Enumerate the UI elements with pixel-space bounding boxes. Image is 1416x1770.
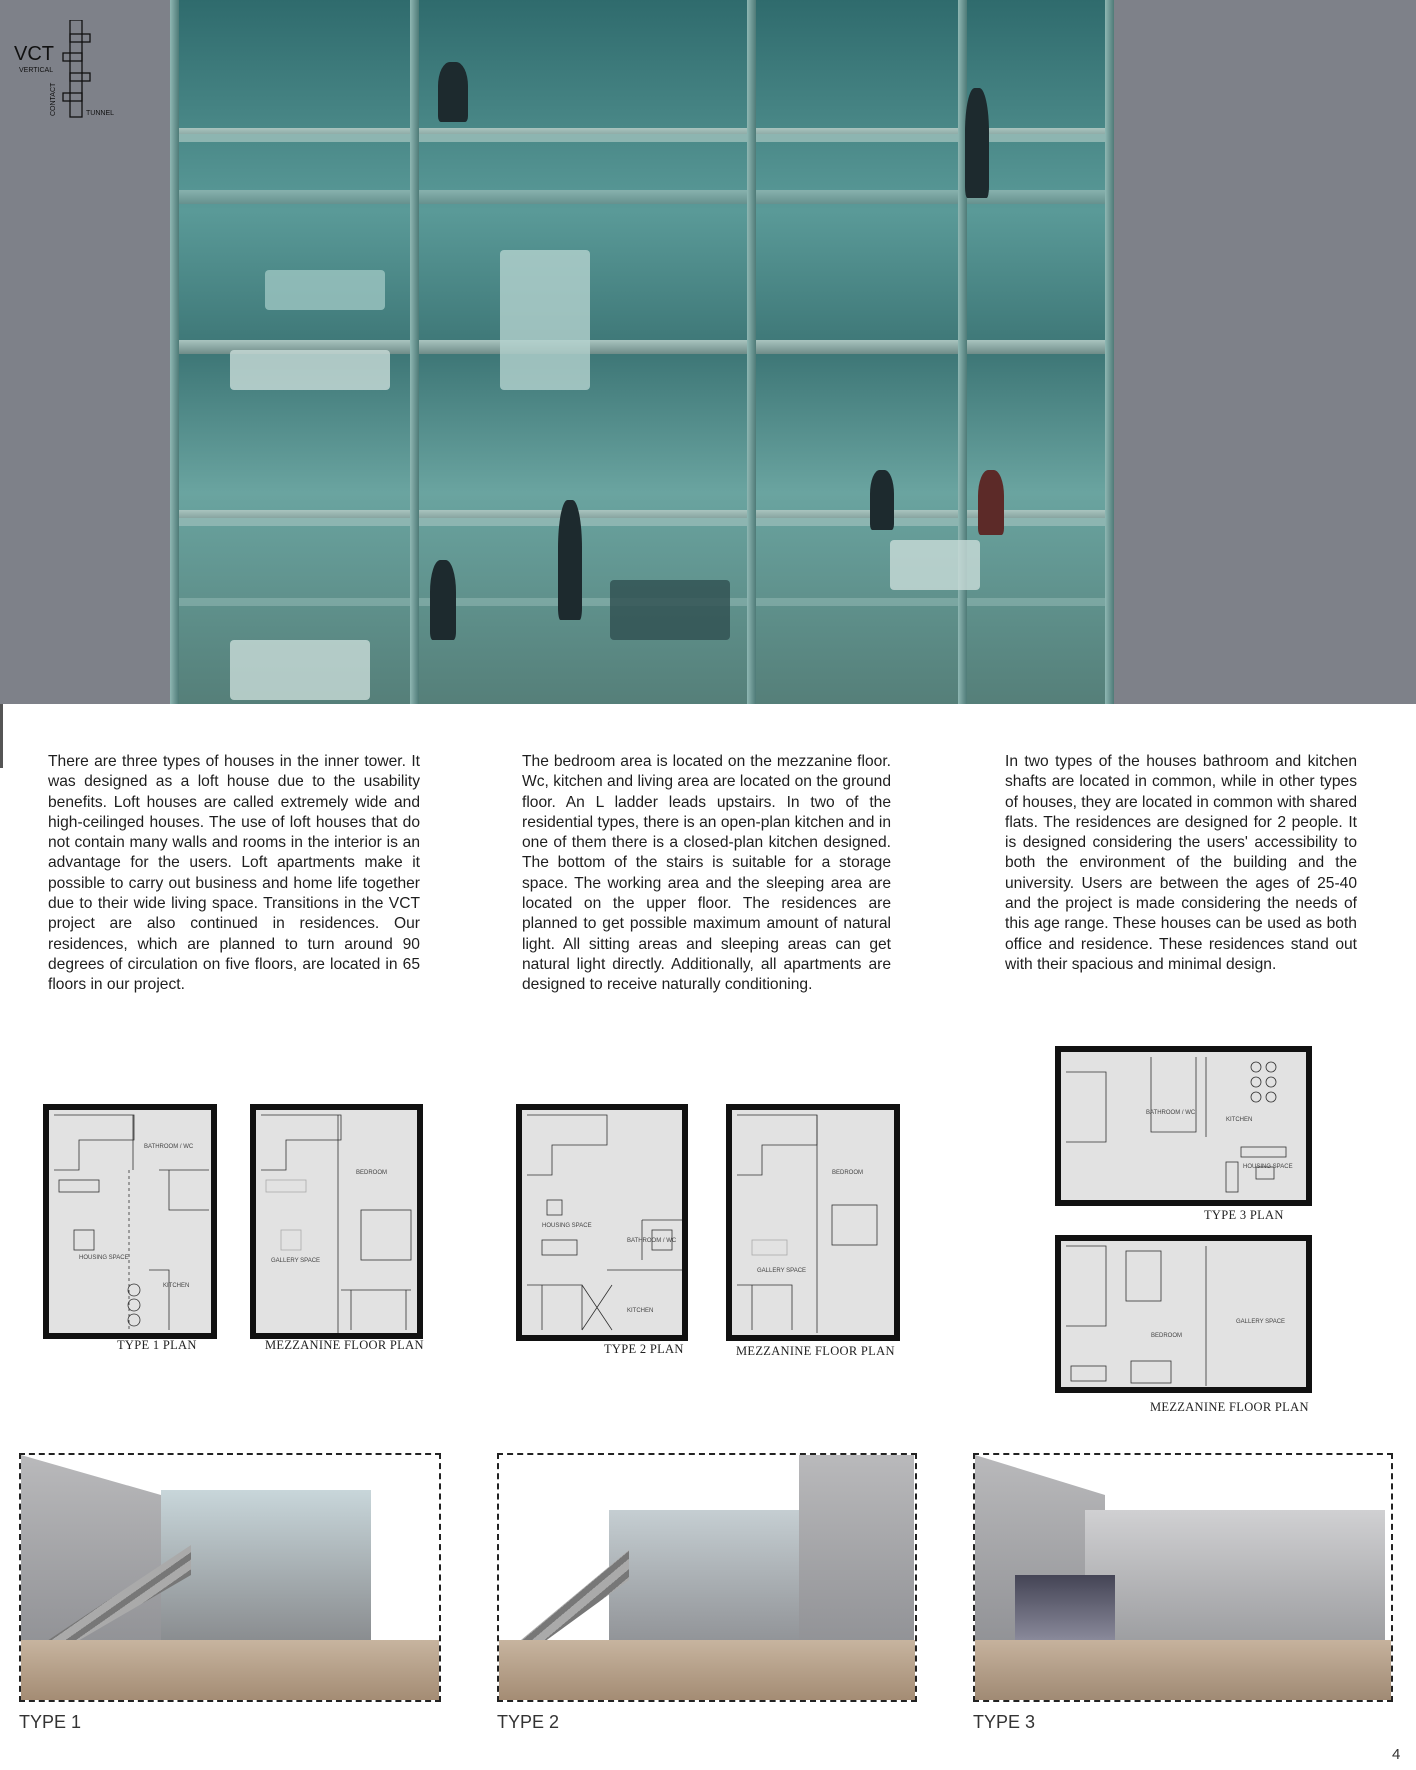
person-figure — [558, 500, 582, 620]
type1-render — [19, 1453, 441, 1702]
person-figure — [430, 560, 456, 640]
type3-render-label: TYPE 3 — [973, 1712, 1036, 1732]
svg-text:CONTACT: CONTACT — [50, 82, 57, 116]
mezzanine2-plan-label: MEZZANINE FLOOR PLAN — [736, 1344, 895, 1358]
mezzanine2-floor-plan: BEDROOM GALLERY SPACE — [726, 1104, 900, 1341]
description-column-1: There are three types of houses in the inner tower. It was designed as a loft house due to the usability benefits. Loft houses are called extremely wide and high-ceilinged houses. The use of loft houses that do not contain many walls and rooms in the interior is an advantage for the users. Loft apartments make it possible to carry out business and home life together due to their wide living space. Transitions in the VCT project are also continued in residences. Our residences, which are planned to turn around 90 degrees of circulation on five floors, are located in 65 floors in our project. — [48, 753, 420, 994]
svg-text:TUNNEL: TUNNEL — [86, 110, 115, 117]
svg-text:VERTICAL: VERTICAL — [19, 67, 54, 74]
mezzanine3-floor-plan: BEDROOM GALLERY SPACE — [1055, 1235, 1312, 1393]
logo-abbr: VCT — [14, 43, 54, 65]
window-mullion — [747, 0, 756, 704]
logo-tower-icon — [14, 20, 124, 120]
window-mullion — [170, 518, 1114, 526]
coffee-table — [890, 540, 980, 590]
vct-logo — [14, 20, 124, 120]
type3-render — [973, 1453, 1393, 1702]
window-mullion — [170, 0, 179, 704]
tv-screen — [265, 270, 385, 310]
type1-render-label: TYPE 1 — [19, 1712, 82, 1732]
mezzanine1-plan-label: MEZZANINE FLOOR PLAN — [265, 1338, 424, 1352]
description-column-2: The bedroom area is located on the mezzanine floor. Wc, kitchen and living area are located on the ground floor. An L ladder leads upstairs. In two of the residential types, there is an open-plan kitchen and in one of them there is a closed-plan kitchen designed. The bottom of the stairs is suitable for a storage space. The working area and the sleeping area are located on the upper floor. The residences are planned to get possible maximum amount of natural light. All sitting areas and sleeping areas can get natural light directly. Additionally, all apartments are designed to receive naturally conditioning. — [522, 753, 891, 994]
description-column-3: In two types of the houses bathroom and kitchen shafts are located in common, while in other types of houses, they are located in common with shared flats. The residences are designed for 2 people. It is designed considering the users' accessibility to both the environment of the building and the university. Users are between the ages of 25-40 and the project is made considering the needs of this age range. These houses can be used as both office and residence. These residences stand out with their spacious and minimal design. — [1005, 753, 1357, 973]
page-number: 4 — [1392, 1746, 1401, 1763]
type2-floor-plan: HOUSING SPACE BATHROOM / WC KITCHEN — [516, 1104, 688, 1341]
window-mullion — [410, 0, 419, 704]
dining-table — [610, 580, 730, 640]
type1-plan-label: TYPE 1 PLAN — [117, 1338, 197, 1352]
person-figure — [438, 62, 468, 122]
wardrobe — [500, 250, 590, 390]
sofa — [230, 640, 370, 700]
type2-render — [497, 1453, 917, 1702]
person-figure — [965, 88, 989, 198]
hero-render-building-section — [170, 0, 1114, 704]
margin-rule — [0, 704, 3, 768]
window-mullion — [958, 0, 967, 704]
bed — [230, 350, 390, 390]
person-figure — [978, 470, 1004, 535]
type1-floor-plan: BATHROOM / WC HOUSING SPACE KITCHEN — [43, 1104, 217, 1339]
mezzanine3-plan-label: MEZZANINE FLOOR PLAN — [1150, 1400, 1309, 1414]
type2-plan-label: TYPE 2 PLAN — [604, 1342, 684, 1356]
window-mullion — [1105, 0, 1114, 704]
person-figure — [870, 470, 894, 530]
type3-plan-label: TYPE 3 PLAN — [1204, 1208, 1284, 1222]
type2-render-label: TYPE 2 — [497, 1712, 560, 1732]
type3-floor-plan: BATHROOM / WC KITCHEN HOUSING SPACE — [1055, 1046, 1312, 1206]
mezzanine1-floor-plan: BEDROOM GALLERY SPACE — [250, 1104, 423, 1339]
